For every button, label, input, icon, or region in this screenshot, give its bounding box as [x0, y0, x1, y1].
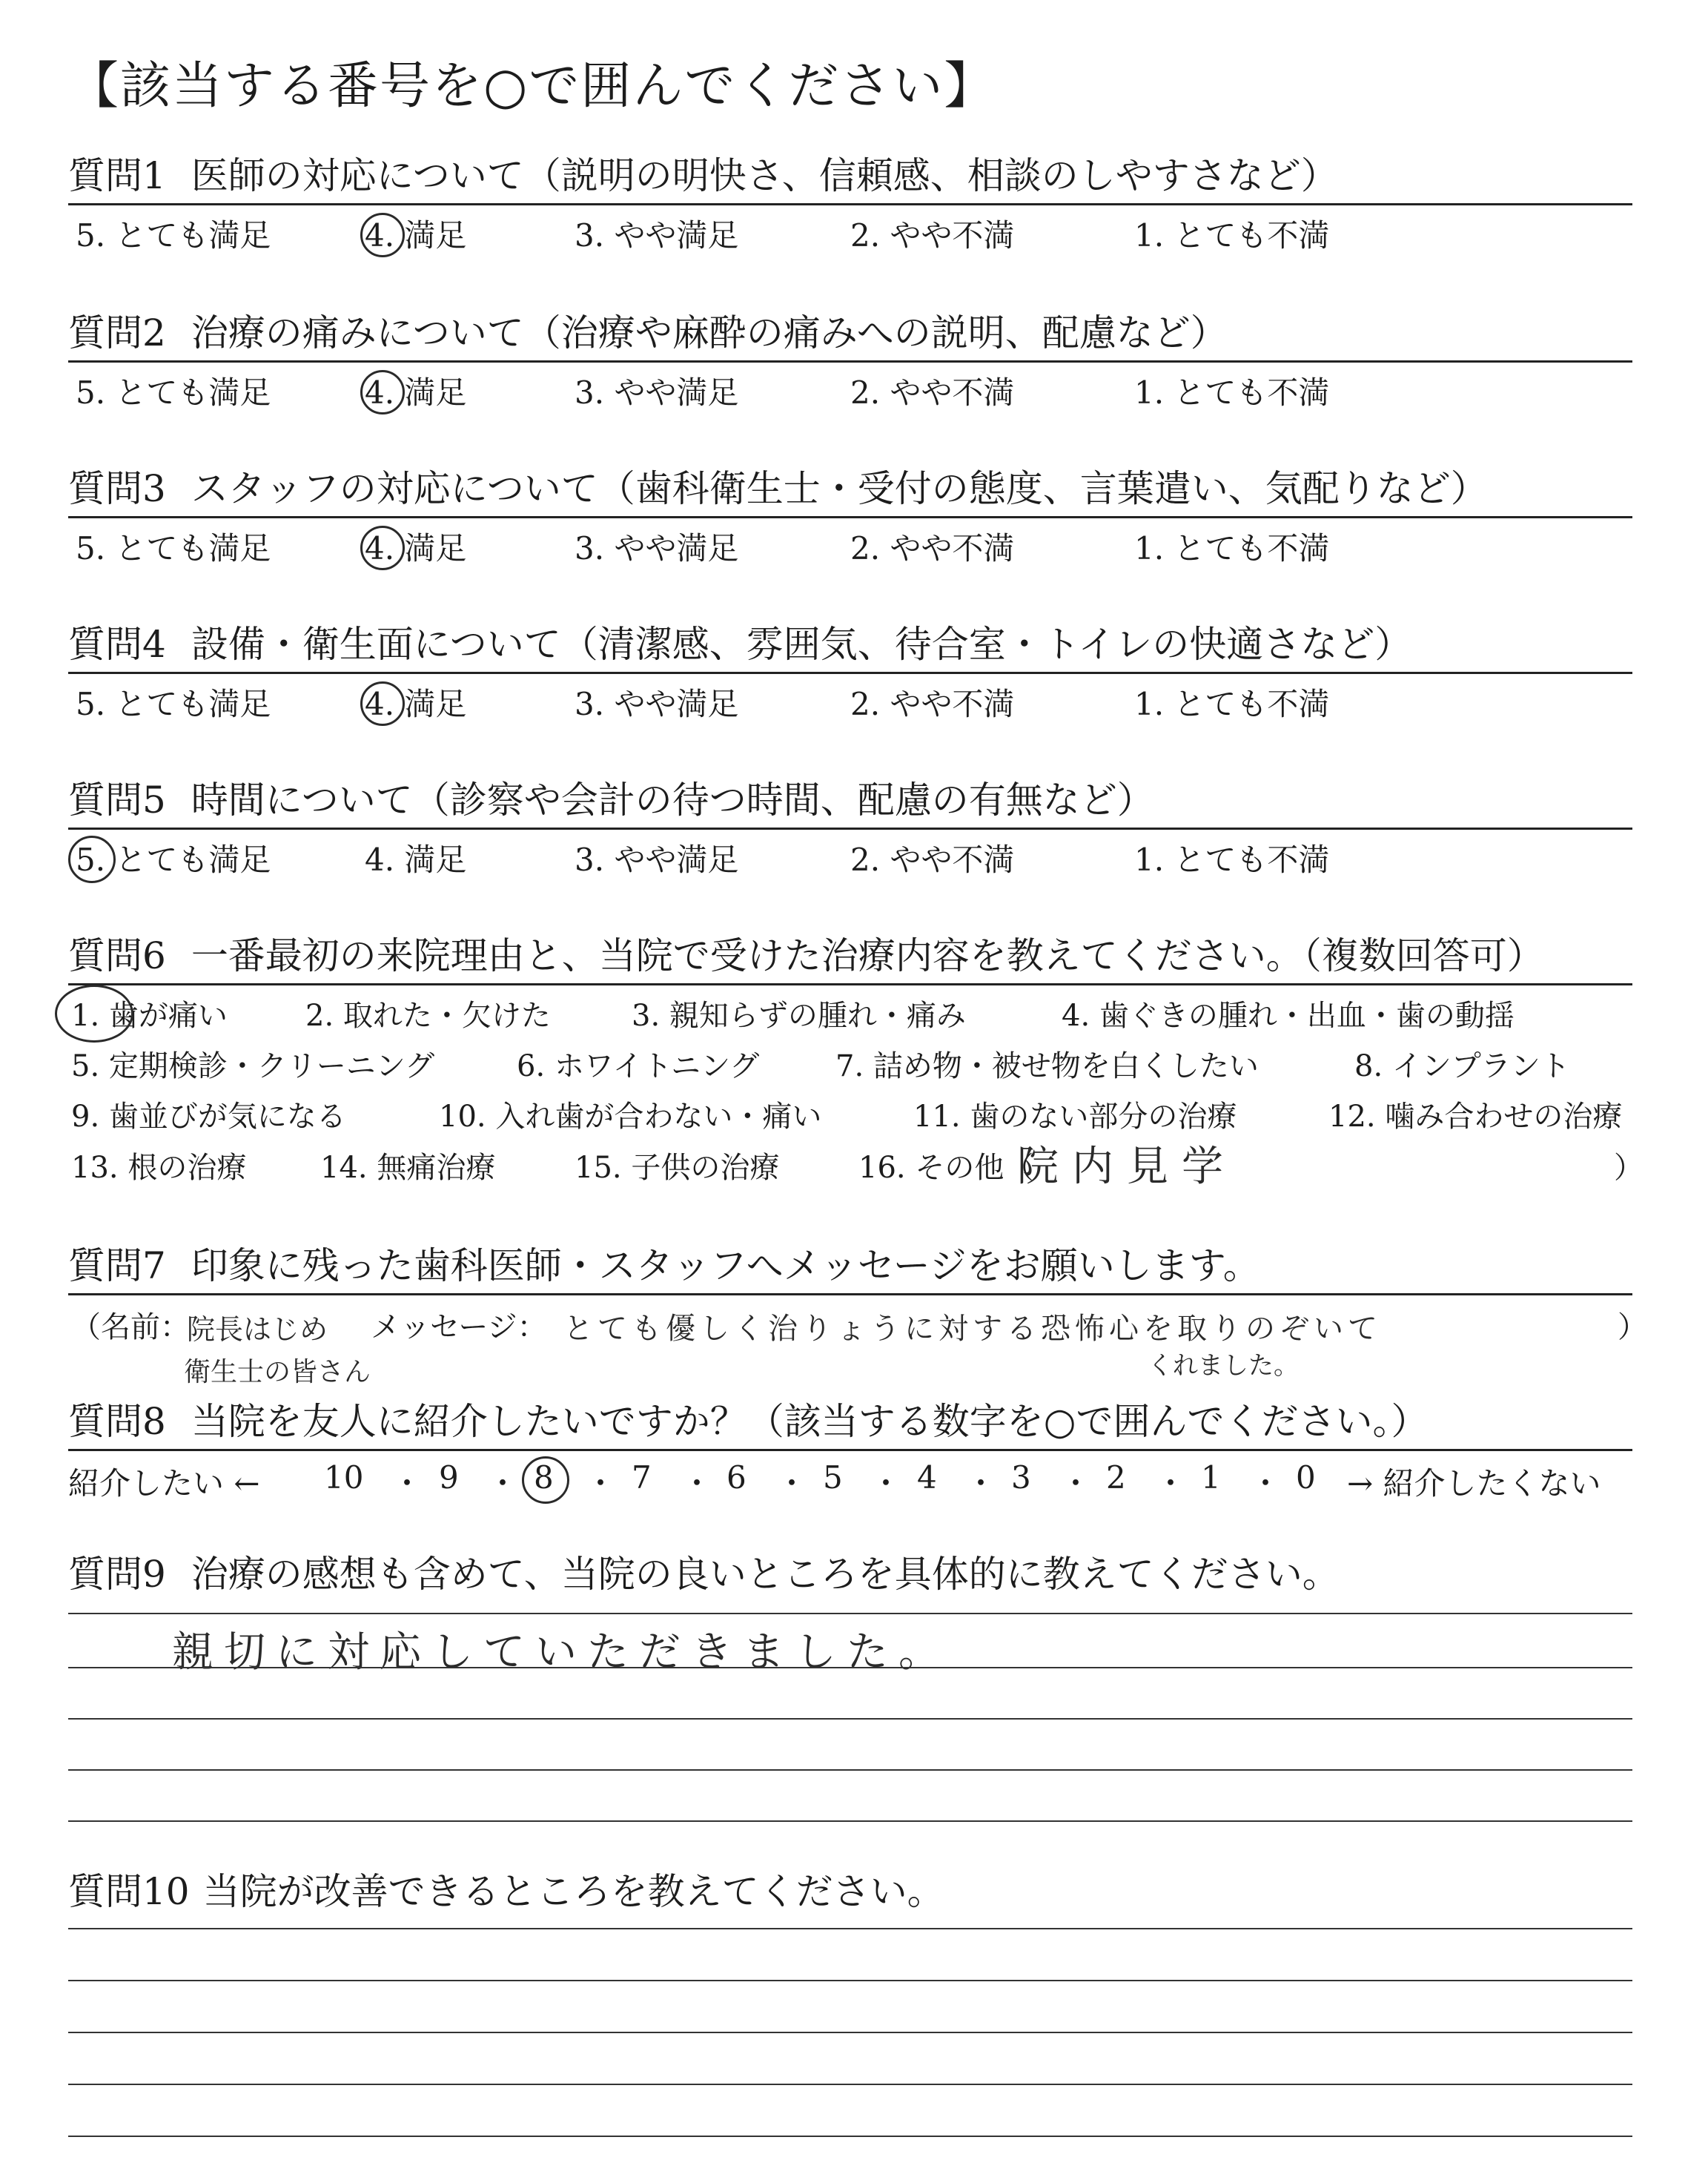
answer-line[interactable]	[68, 2136, 1632, 2137]
scale-sep: ・	[776, 1465, 808, 1502]
question-1-title-row	[68, 148, 1632, 205]
question-text: 当院を友人に紹介したいですか？（該当する数字を○で囲んでください。）	[191, 1400, 1429, 1443]
q6-other-close: ）	[1614, 1151, 1644, 1185]
answer-circle	[55, 985, 133, 1043]
answer-circle	[68, 836, 116, 883]
q6-item-10[interactable]: 10. 入れ歯が合わない・痛い	[439, 1100, 822, 1134]
scale-sep: ・	[965, 1465, 997, 1502]
question-text: 治療の感想も含めて、当院の良いところを具体的に教えてください。	[191, 1553, 1340, 1596]
option-4[interactable]: 4. 満足	[365, 680, 466, 724]
option-3[interactable]: 3. やや満足	[575, 217, 739, 254]
question-text: 治療の痛みについて（治療や麻酔の痛みへの説明、配慮など）	[191, 311, 1228, 354]
q8-scale-row: 紹介したい ← 10 ・ 9 ・ 8 ・ 7 ・ 6 ・ 5 ・ 4 ・ 3 ・ 2 ・ 1 ・ 0 → 紹介したくない	[68, 1459, 1640, 1504]
answer-line[interactable]	[68, 1769, 1632, 1771]
q6-item-4[interactable]: 4. 歯ぐきの腫れ・出血・歯の動揺	[1062, 999, 1515, 1033]
q6-item-2[interactable]: 2. 取れた・欠けた	[305, 999, 551, 1033]
scale-sep: ・	[585, 1465, 617, 1502]
question-text: 医師の対応について（説明の明快さ、信頼感、相談のしやすさなど）	[191, 154, 1338, 197]
q7-message-answer: とても優しく治りょうに対する恐怖心を取りのぞいて	[563, 1312, 1382, 1346]
q6-item-7[interactable]: 7. 詰め物・被せ物を白くしたい	[835, 1049, 1259, 1083]
question-4-title-row	[68, 617, 1632, 674]
question-5-title-row	[68, 773, 1632, 830]
option-2[interactable]: 2. やや不満	[850, 217, 1015, 254]
question-text: スタッフの対応について（歯科衛生士・受付の態度、言葉遣い、気配りなど）	[191, 467, 1488, 510]
scale-sep: ・	[1060, 1465, 1092, 1502]
option-5[interactable]: 5. とても満足	[76, 836, 271, 880]
scale-4[interactable]: 4	[917, 1459, 937, 1496]
scale-sep: ・	[487, 1465, 519, 1502]
question-text: 一番最初の来院理由と、当院で受けた治療内容を教えてください。（複数回答可）	[191, 934, 1544, 977]
q6-item-13[interactable]: 13. 根の治療	[71, 1151, 247, 1185]
answer-line[interactable]	[68, 1928, 1632, 1929]
option-1[interactable]: 1. とても不満	[1134, 842, 1330, 878]
option-5[interactable]: 5. とても満足	[76, 530, 271, 567]
q6-item-16[interactable]: 16. その他（	[858, 1151, 1034, 1185]
question-text: 時間について（診察や会計の待つ時間、配慮の有無など）	[191, 779, 1154, 822]
question-3-title-row	[68, 461, 1632, 518]
answer-line[interactable]	[68, 2032, 1632, 2033]
question-1-options	[68, 211, 1640, 256]
option-5[interactable]: 5. とても満足	[76, 217, 271, 254]
scale-7[interactable]: 7	[632, 1459, 652, 1496]
answer-line[interactable]	[68, 1667, 1632, 1668]
scale-sep: ・	[870, 1465, 902, 1502]
scale-1[interactable]: 1	[1201, 1459, 1221, 1496]
scale-2[interactable]: 2	[1106, 1459, 1126, 1496]
question-6-items-row-2	[68, 1043, 1640, 1087]
q6-item-5[interactable]: 5. 定期検診・クリーニング	[71, 1049, 435, 1083]
question-10-title-row	[68, 1864, 944, 1919]
question-6-title-row	[68, 928, 1632, 985]
option-5[interactable]: 5. とても満足	[76, 374, 271, 411]
question-number: 質問4	[68, 623, 166, 666]
answer-circle	[360, 213, 405, 257]
q8-right-label: → 紹介したくない	[1347, 1465, 1601, 1502]
answer-line[interactable]	[68, 1613, 1632, 1614]
question-number: 質問7	[68, 1244, 166, 1287]
q7-name-answer: 院長はじめ	[187, 1313, 328, 1346]
answer-circle	[360, 370, 405, 415]
answer-circle	[522, 1456, 569, 1504]
question-number: 質問10	[68, 1870, 190, 1913]
option-1[interactable]: 1. とても不満	[1134, 374, 1330, 411]
question-number: 質問3	[68, 467, 166, 510]
answer-line[interactable]	[68, 1980, 1632, 1981]
scale-sep: ・	[1155, 1465, 1187, 1502]
q7-name-label: （名前：	[71, 1310, 190, 1344]
question-number: 質問5	[68, 779, 166, 822]
q6-item-14[interactable]: 14. 無痛治療	[320, 1151, 496, 1185]
question-number: 質問1	[68, 154, 166, 197]
scale-sep: ・	[681, 1465, 713, 1502]
question-7-title-row	[68, 1238, 1632, 1295]
question-2-title-row	[68, 305, 1632, 363]
q7-message-label: メッセージ：	[371, 1310, 547, 1344]
q6-item-9[interactable]: 9. 歯並びが気になる	[71, 1100, 346, 1134]
option-2[interactable]: 2. やや不満	[850, 530, 1015, 567]
scale-6[interactable]: 6	[726, 1459, 747, 1496]
option-3[interactable]: 3. やや満足	[575, 530, 739, 567]
question-6-items-row-4	[68, 1143, 1644, 1191]
option-1[interactable]: 1. とても不満	[1134, 217, 1330, 254]
scale-10[interactable]: 10	[324, 1459, 364, 1496]
question-9-title-row	[68, 1547, 1340, 1602]
option-4[interactable]: 4. 満足	[365, 369, 466, 413]
option-4[interactable]: 4. 満足	[365, 211, 466, 256]
q8-left-label: 紹介したい ←	[68, 1465, 260, 1502]
question-text: 設備・衛生面について（清潔感、雰囲気、待合室・トイレの快適さなど）	[191, 623, 1412, 666]
option-2[interactable]: 2. やや不満	[850, 686, 1015, 722]
option-2[interactable]: 2. やや不満	[850, 374, 1015, 411]
q6-item-15[interactable]: 15. 子供の治療	[575, 1151, 780, 1185]
option-1[interactable]: 1. とても不満	[1134, 686, 1330, 722]
scale-sep: ・	[391, 1465, 423, 1502]
question-number: 質問6	[68, 934, 166, 977]
q6-other-answer: 院内見学	[1017, 1143, 1237, 1191]
question-6-items-row-3	[68, 1093, 1640, 1137]
answer-line[interactable]	[68, 1820, 1632, 1822]
question-3-options	[68, 524, 1640, 569]
q6-item-1[interactable]: 1. 歯が痛い	[71, 992, 228, 1034]
option-1[interactable]: 1. とても不満	[1134, 530, 1330, 567]
q6-item-3[interactable]: 3. 親知らずの腫れ・痛み	[632, 999, 966, 1033]
scale-9[interactable]: 9	[439, 1459, 459, 1496]
q7-close: ）	[1618, 1310, 1647, 1344]
answer-circle	[360, 681, 405, 726]
option-4[interactable]: 4. 満足	[365, 842, 467, 878]
question-8-title-row	[68, 1394, 1632, 1451]
q6-item-8[interactable]: 8. インプラント	[1354, 1049, 1570, 1083]
question-2-options	[68, 369, 1640, 413]
option-3[interactable]: 3. やや満足	[575, 374, 739, 411]
q6-item-12[interactable]: 12. 噛み合わせの治療	[1328, 1100, 1623, 1134]
question-4-options	[68, 680, 1640, 724]
option-5[interactable]: 5. とても満足	[76, 686, 271, 722]
q7-name-answer-continued: 衛生士の皆さん	[184, 1357, 371, 1387]
q6-item-11[interactable]: 11. 歯のない部分の治療	[913, 1100, 1237, 1134]
option-3[interactable]: 3. やや満足	[575, 686, 739, 722]
question-7-answer-row	[68, 1304, 1647, 1348]
option-2[interactable]: 2. やや不満	[850, 842, 1015, 878]
scale-sep: ・	[1250, 1465, 1282, 1502]
scale-0[interactable]: 0	[1296, 1459, 1316, 1496]
question-text: 印象に残った歯科医師・スタッフへメッセージをお願いします。	[191, 1244, 1260, 1287]
question-5-options	[68, 836, 1640, 880]
question-number: 質問9	[68, 1553, 166, 1596]
page-header: 【該当する番号を○で囲んでください】	[68, 57, 996, 116]
question-6-items-row-1	[68, 992, 1640, 1037]
q7-message-answer-continued: くれました。	[1148, 1351, 1299, 1381]
option-3[interactable]: 3. やや満足	[575, 842, 739, 878]
answer-circle	[360, 526, 405, 570]
option-4[interactable]: 4. 満足	[365, 524, 466, 569]
question-number: 質問8	[68, 1400, 166, 1443]
answer-line[interactable]	[68, 2084, 1632, 2085]
q9-answer: 親切に対応していただきました。	[172, 1628, 950, 1677]
question-number: 質問2	[68, 311, 166, 354]
question-text: 当院が改善できるところを教えてください。	[202, 1870, 944, 1913]
scale-5[interactable]: 5	[823, 1459, 843, 1496]
scale-3[interactable]: 3	[1011, 1459, 1031, 1496]
q6-item-6[interactable]: 6. ホワイトニング	[517, 1049, 760, 1083]
answer-line[interactable]	[68, 1718, 1632, 1720]
